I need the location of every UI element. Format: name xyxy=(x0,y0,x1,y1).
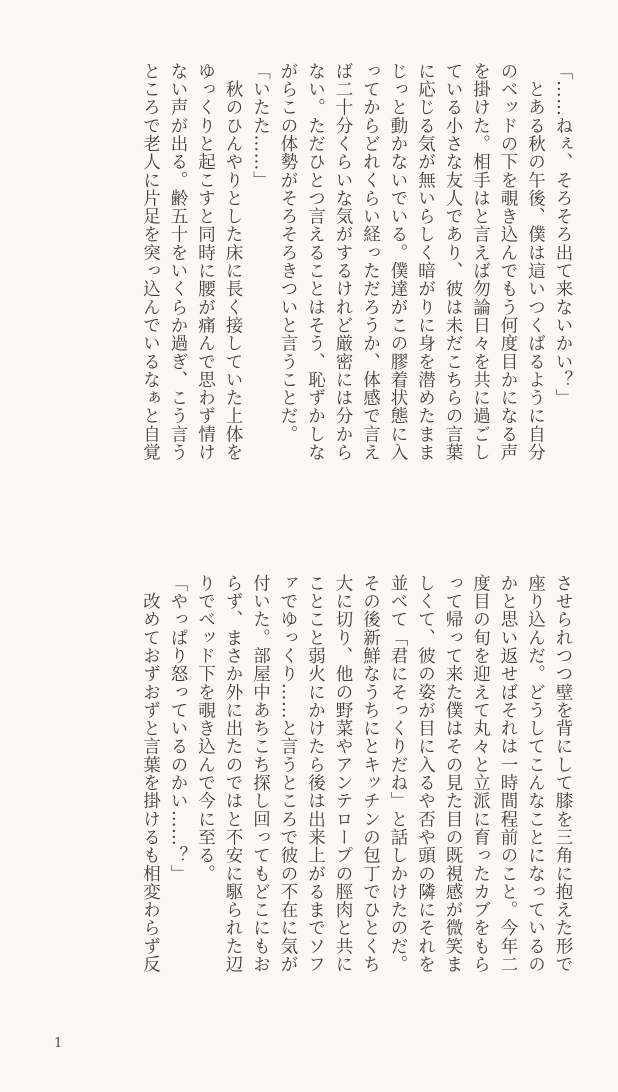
text-line: 「……ねぇ、そろそろ出て来ないかい？」 xyxy=(553,62,573,407)
text-line: 大に切り、他の野菜やアンテロープの脛肉と共に xyxy=(333,574,353,974)
text-line: ば二十分くらいな気がするけれど厳密には分から xyxy=(333,62,353,462)
text-line: ところで老人に片足を突っ込んでいるなぁと自覚 xyxy=(140,62,161,462)
text-line: させられつつ壁を背にして膝を三角に抱えた形で xyxy=(553,574,573,974)
text-line: のベッドの下を覗き込んでもう何度目かになる声 xyxy=(498,62,518,462)
text-line: 並べて「君にそっくりだね」と話しかけたのだ。 xyxy=(388,574,408,974)
text-line: しくて、彼の姿が目に入るや否や頭の隣にそれを xyxy=(415,574,436,974)
text-line: に応じる気が無いらしく暗がりに身を潜めたまま xyxy=(415,62,436,462)
text-line: 度目の旬を迎えて丸々と立派に育ったカブをもら xyxy=(470,574,491,974)
page-number: 1 xyxy=(54,1036,63,1051)
text-block-bottom xyxy=(42,574,576,1034)
text-line: 「いたた……」 xyxy=(250,62,271,190)
text-line: じっと動かないでいる。僕達がこの膠着状態に入 xyxy=(388,62,408,462)
text-line: ことこと弱火にかけたら後は出来上がるまでソフ xyxy=(305,574,326,974)
text-line: 座り込んだ。どうしてこんなことになっているの xyxy=(525,574,546,974)
text-line: ァでゆっくり……と言うところで彼の不在に気が xyxy=(278,574,298,974)
text-line: 秋のひんやりとした床に長く接していた上体を xyxy=(223,62,243,462)
text-line: 改めておずおずと言葉を掛けるも相変わらず反 xyxy=(140,574,161,974)
text-line: かと思い返せばそれは一時間程前のこと。今年二 xyxy=(498,574,518,974)
text-line: ない。ただひとつ言えることはそう、恥ずかしな xyxy=(305,62,326,462)
text-line: ってからどれくらい経っただろうか、体感で言え xyxy=(360,62,381,462)
text-line: らず、まさか外に出たのではと不安に駆られた辺 xyxy=(223,574,243,974)
text-line: って帰って来た僕はその見た目の既視感が微笑ま xyxy=(443,574,463,974)
text-line: を掛けた。相手はと言えば勿論日々を共に過ごし xyxy=(470,62,491,462)
text-block-top xyxy=(42,62,576,522)
text-line: がらこの体勢がそろそろきついと言うことだ。 xyxy=(278,62,298,444)
text-line: ている小さな友人であり、彼は未だこちらの言葉 xyxy=(443,62,463,462)
text-line: とある秋の午後、僕は這いつくばるように自分 xyxy=(525,62,546,462)
text-line: ゆっくりと起こすと同時に腰が痛んで思わず情け xyxy=(195,62,216,462)
text-line: 付いた。部屋中あちこち探し回ってもどこにもお xyxy=(250,574,271,974)
text-line: りでベッド下を覗き込んで今に至る。 xyxy=(195,574,216,883)
text-line: ない声が出る。齢五十をいくらか過ぎ、こう言う xyxy=(168,62,188,462)
text-line: 「やっぱり怒っているのかい……？」 xyxy=(168,574,188,883)
text-line: その後新鮮なうちにとキッチンの包丁でひとくち xyxy=(360,574,381,974)
